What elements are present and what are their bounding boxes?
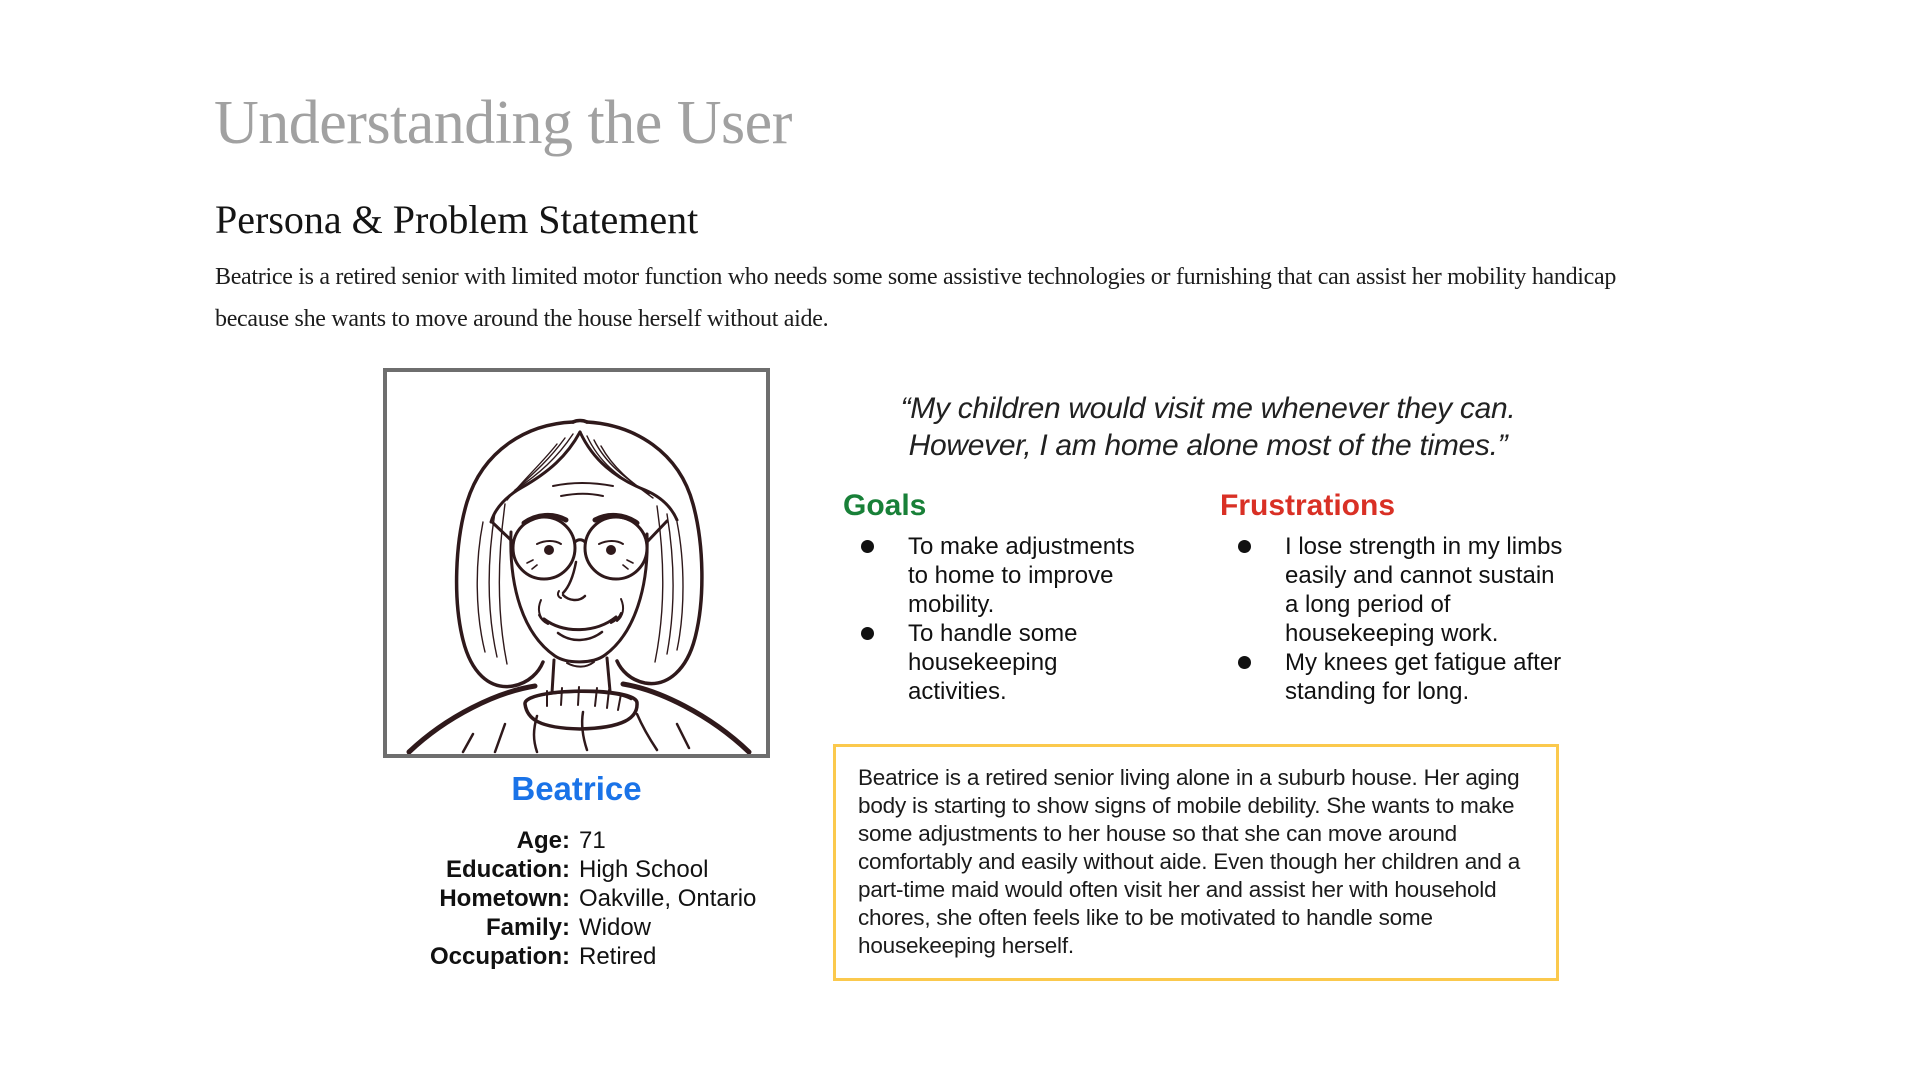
detail-value-family: Widow xyxy=(579,914,652,941)
page-title: Understanding the User xyxy=(214,89,792,157)
frustration-item-text: My knees get fatigue after standing for long. xyxy=(1285,649,1562,705)
bullet-icon xyxy=(1238,540,1251,553)
detail-value-age: 71 xyxy=(579,827,606,854)
goal-item-text: To make adjustments to home to improve mobility. xyxy=(908,533,1135,618)
persona-summary-text: Beatrice is a retired senior living alone in a suburb house. Her aging body is starting to show signs of mobile debility. She wants to make some adjustments to her house so that she can move around comfortably and easily without aide. Even though her children and a part-time maid would often visit her and assist her with household chores, she often feels like to be motivated to handle some housekeeping herself. xyxy=(858,765,1521,958)
bullet-icon xyxy=(1238,656,1251,669)
persona-portrait-frame xyxy=(383,368,770,758)
frustrations-heading: Frustrations xyxy=(1220,489,1396,522)
frustration-item-text: I lose strength in my limbs easily and cannot sustain a long period of housekeeping work. xyxy=(1285,533,1563,647)
problem-statement-text: Beatrice is a retired senior with limited motor function who needs some some assistive technologies or furnishing that can assist her mobility handicap because she wants to move around the house herself without aide. xyxy=(215,264,1617,332)
detail-value-occupation: Retired xyxy=(579,943,657,970)
persona-portrait-illustration xyxy=(387,372,766,754)
detail-label-family: Family: xyxy=(485,914,570,941)
detail-label-hometown: Hometown: xyxy=(439,885,570,912)
persona-summary-box xyxy=(833,744,1559,981)
detail-value-hometown: Oakville, Ontario xyxy=(579,885,757,912)
goal-item xyxy=(843,532,1143,619)
goal-item xyxy=(843,619,1143,706)
persona-name: Beatrice xyxy=(511,770,642,807)
frustrations-list xyxy=(1220,532,1570,706)
goals-list xyxy=(843,532,1143,706)
goals-section xyxy=(843,489,1143,706)
detail-label-age: Age: xyxy=(516,827,570,854)
detail-value-education: High School xyxy=(579,856,709,883)
goals-heading: Goals xyxy=(843,489,927,522)
persona-quote: “My children would visit me whenever they can. However, I am home alone most of the times.” xyxy=(900,392,1516,462)
frustrations-section xyxy=(1220,489,1570,706)
section-subtitle: Persona & Problem Statement xyxy=(215,197,699,242)
bullet-icon xyxy=(861,627,874,640)
frustration-item xyxy=(1220,532,1567,648)
goal-item-text: To handle some housekeeping activities. xyxy=(908,620,1078,705)
frustration-item xyxy=(1220,648,1567,706)
persona-details xyxy=(390,826,756,971)
detail-label-occupation: Occupation: xyxy=(429,943,570,970)
bullet-icon xyxy=(861,540,874,553)
detail-label-education: Education: xyxy=(446,856,570,883)
